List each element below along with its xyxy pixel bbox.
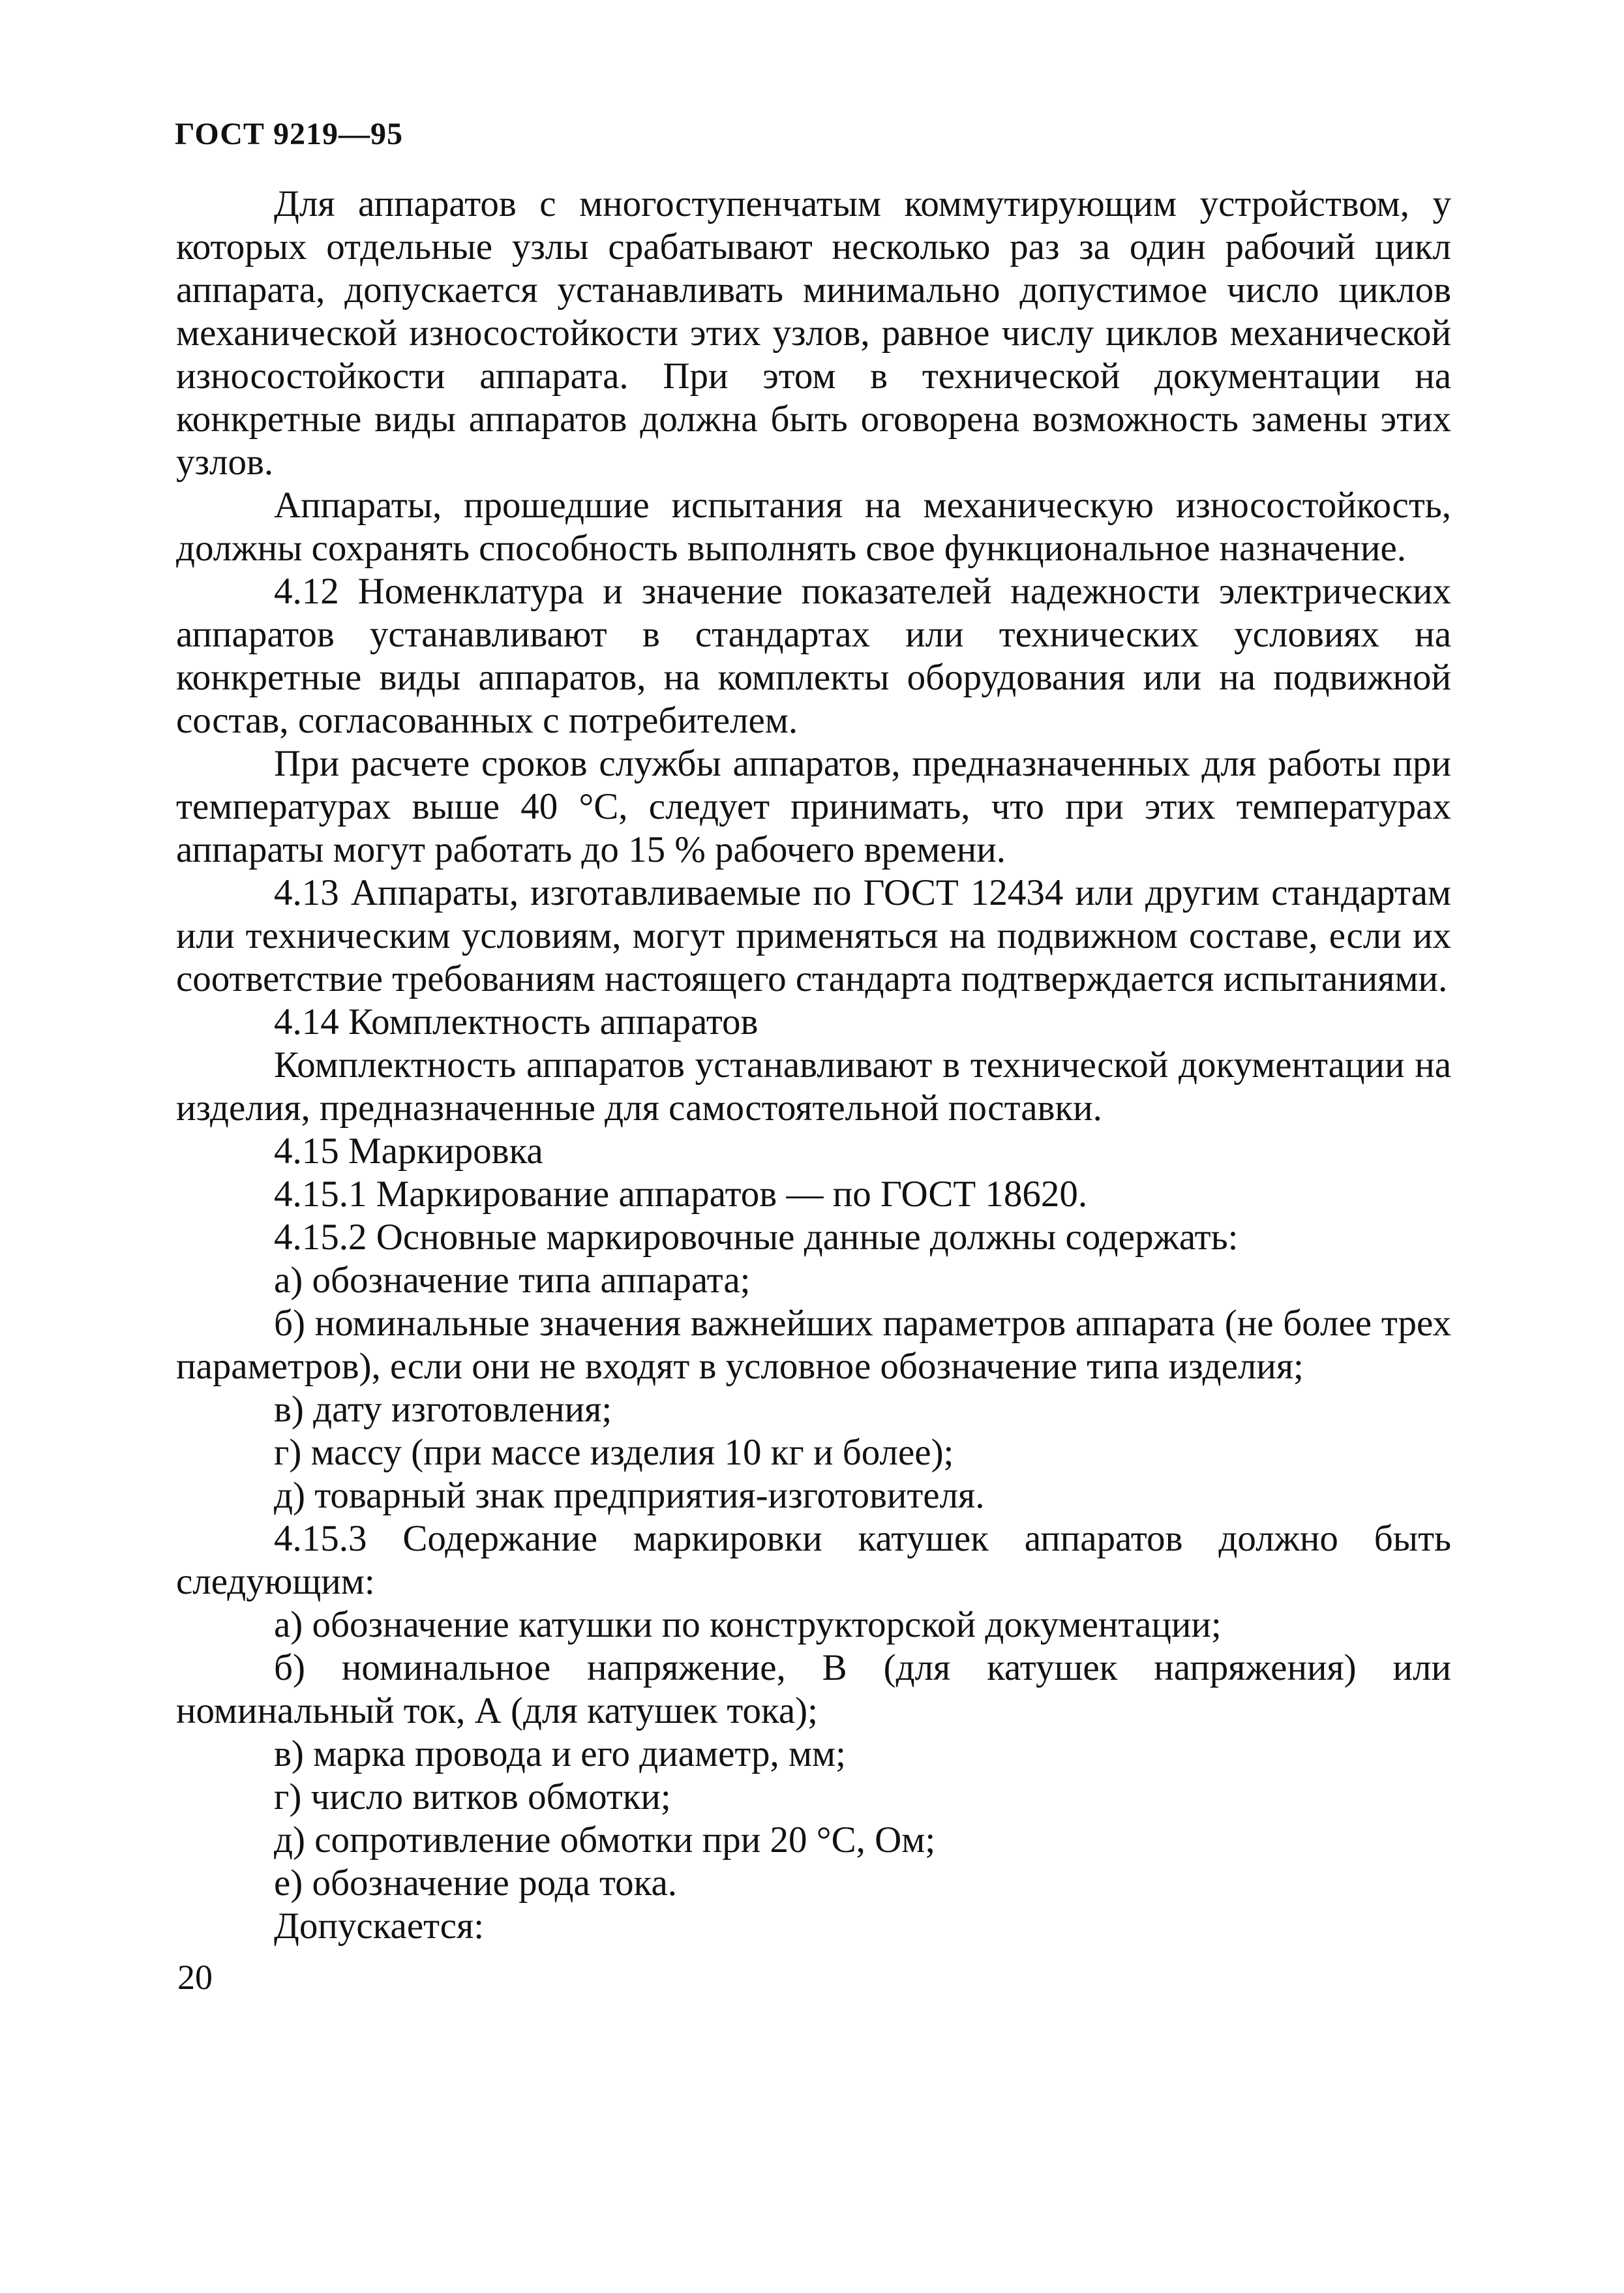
document-header: ГОСТ 9219—95 — [175, 117, 403, 151]
list-item: е) обозначение рода тока. — [274, 1862, 678, 1904]
list-item: в) марка провода и его диаметр, мм; — [274, 1733, 846, 1774]
list-item: д) сопротивление обмотки при 20 °С, Ом; — [274, 1819, 936, 1860]
clause-4-13: 4.13 Аппараты, изготавливаемые по ГОСТ 12434 или другим стандартам или техническим условиям, могут применяться на подвижном составе, если их соответствие требованиям настоящего стандарта подтверждается испытаниями. — [176, 872, 1451, 999]
list-item: д) товарный знак предприятия-изготовителя. — [274, 1475, 985, 1516]
clause-4-14-heading: 4.14 Комплектность аппаратов — [274, 1001, 759, 1042]
clause-4-15-1: 4.15.1 Маркирование аппаратов — по ГОСТ 18620. — [274, 1174, 1088, 1215]
list-item: г) число витков обмотки; — [274, 1776, 671, 1817]
page-number: 20 — [177, 1958, 213, 1997]
paragraph: Для аппаратов с многоступенчатым коммутирующим устройством, у которых отдельные узлы срабатывают несколько раз за один рабочий цикл аппарата, допускается устанавливать минимально допустимое число циклов механической износостойкости этих узлов, равное числу циклов механической износостойкости аппарата. При этом в технической документации на конкретные виды аппаратов должна быть оговорена возможность замены этих узлов. — [176, 183, 1451, 483]
paragraph: Комплектность аппаратов устанавливают в технической документации на изделия, предназначенные для самостоятельной поставки. — [176, 1044, 1451, 1129]
list-item: б) номинальные значения важнейших параметров аппарата (не более трех параметров), если они не входят в условное обозначение типа изделия; — [176, 1303, 1451, 1387]
clause-4-15-2: 4.15.2 Основные маркировочные данные должны содержать: — [274, 1217, 1239, 1258]
document-body — [176, 183, 1451, 1948]
clause-4-15-3: 4.15.3 Содержание маркировки катушек аппаратов должно быть следующим: — [176, 1518, 1451, 1602]
list-item: а) обозначение катушки по конструкторской документации; — [274, 1604, 1222, 1645]
paragraph: При расчете сроков службы аппаратов, предназначенных для работы при температурах выше 40 °С, следует принимать, что при этих температурах аппараты могут работать до 15 % рабочего времени. — [176, 743, 1451, 870]
list-item: а) обозначение типа аппарата; — [274, 1260, 751, 1301]
clause-4-12: 4.12 Номенклатура и значение показателей надежности электрических аппаратов устанавливают в стандартах или технических условиях на конкретные виды аппаратов, на комплекты оборудования или на подвижной состав, согласованных с потребителем. — [176, 571, 1451, 741]
list-item: г) массу (при массе изделия 10 кг и более); — [274, 1432, 954, 1473]
paragraph: Аппараты, прошедшие испытания на механическую износостойкость, должны сохранять способность выполнять свое функциональное назначение. — [176, 485, 1451, 569]
paragraph: Допускается: — [274, 1906, 485, 1947]
list-item: в) дату изготовления; — [274, 1389, 612, 1430]
list-item: б) номинальное напряжение, В (для катушек напряжения) или номинальный ток, А (для катушек тока); — [176, 1647, 1451, 1731]
clause-4-15-heading: 4.15 Маркировка — [274, 1131, 543, 1172]
